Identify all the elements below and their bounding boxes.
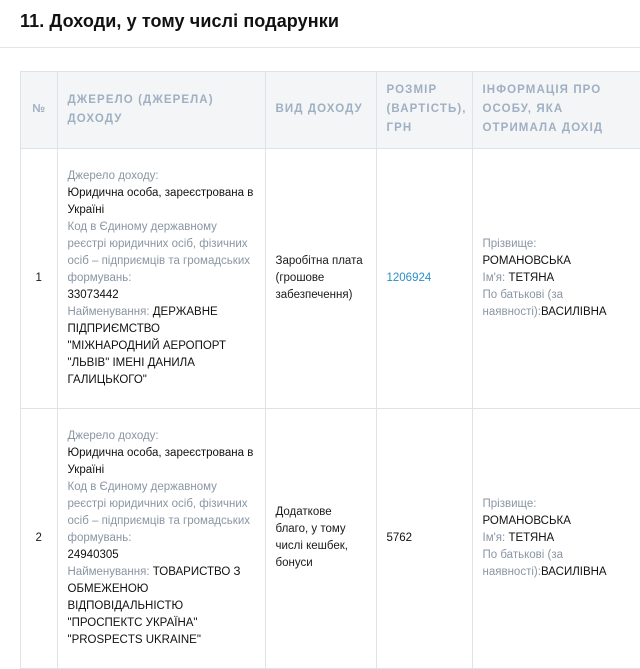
registry-code-label: Код в Єдиному державному реєстрі юридичних осіб, фізичних осіб – підприємців та громадських формувань: <box>67 220 251 284</box>
row-number: 2 <box>21 408 57 668</box>
registry-code-label: Код в Єдиному державному реєстрі юридичних осіб, фізичних осіб – підприємців та громадських формувань: <box>67 480 251 544</box>
table-row <box>21 408 640 668</box>
patronymic-label: По батькові (за наявності): <box>482 288 563 318</box>
income-table <box>21 72 640 669</box>
surname-label: Прізвище: <box>482 497 537 510</box>
recipient-cell <box>472 408 640 668</box>
income-source-cell <box>57 148 265 408</box>
source-kind: Юридична особа, зареєстрована в Україні <box>67 186 254 216</box>
surname-value: РОМАНОВСЬКА <box>482 514 571 527</box>
income-source-cell <box>57 408 265 668</box>
column-header-income-type: ВИД ДОХОДУ <box>265 72 376 148</box>
income-amount-cell <box>376 148 472 408</box>
section-header <box>0 0 640 48</box>
income-amount-cell <box>376 408 472 668</box>
table-header-row <box>21 72 640 148</box>
organization-name-label: Найменування: <box>67 565 150 578</box>
source-heading-label: Джерело доходу: <box>67 429 159 442</box>
organization-name-value: ДЕРЖАВНЕ ПІДПРИЄМСТВО "МІЖНАРОДНИЙ АЕРОПОРТ "ЛЬВІВ" ІМЕНІ ДАНИЛА ГАЛИЦЬКОГО" <box>67 305 226 386</box>
income-type-cell: Заробітна плата (грошове забезпечення) <box>265 148 376 408</box>
registry-code-value: 24940305 <box>67 548 119 561</box>
income-amount-value: 5762 <box>386 531 413 544</box>
column-header-source: ДЖЕРЕЛО (ДЖЕРЕЛА) ДОХОДУ <box>57 72 265 148</box>
first-name-value: ТЕТЯНА <box>508 531 555 544</box>
organization-name-label: Найменування: <box>67 305 150 318</box>
patronymic-label: По батькові (за наявності): <box>482 548 563 578</box>
source-kind: Юридична особа, зареєстрована в Україні <box>67 446 254 476</box>
income-type-cell: Додаткове благо, у тому числі кешбек, бонуси <box>265 408 376 668</box>
surname-label: Прізвище: <box>482 237 537 250</box>
first-name-label: Ім'я: <box>482 531 506 544</box>
first-name-label: Ім'я: <box>482 271 506 284</box>
first-name-value: ТЕТЯНА <box>508 271 555 284</box>
registry-code-value: 33073442 <box>67 288 119 301</box>
organization-name-value: ТОВАРИСТВО З ОБМЕЖЕНОЮ ВІДПОВІДАЛЬНІСТЮ "ПРОСПЕКТС УКРАЇНА" "PROSPECTS UKRAINE" <box>67 565 241 646</box>
row-number: 1 <box>21 148 57 408</box>
table-row <box>21 148 640 408</box>
column-header-amount: РОЗМІР (ВАРТІСТЬ), ГРН <box>376 72 472 148</box>
column-header-number: № <box>21 72 57 148</box>
income-table-container <box>20 71 640 669</box>
patronymic-value: ВАСИЛІВНА <box>540 305 607 318</box>
patronymic-value: ВАСИЛІВНА <box>540 565 607 578</box>
recipient-cell <box>472 148 640 408</box>
income-amount-link[interactable]: 1206924 <box>386 271 432 284</box>
surname-value: РОМАНОВСЬКА <box>482 254 571 267</box>
source-heading-label: Джерело доходу: <box>67 169 159 182</box>
column-header-recipient: ІНФОРМАЦІЯ ПРО ОСОБУ, ЯКА ОТРИМАЛА ДОХІД <box>472 72 640 148</box>
section-title: 11. Доходи, у тому числі подарунки <box>20 11 340 31</box>
